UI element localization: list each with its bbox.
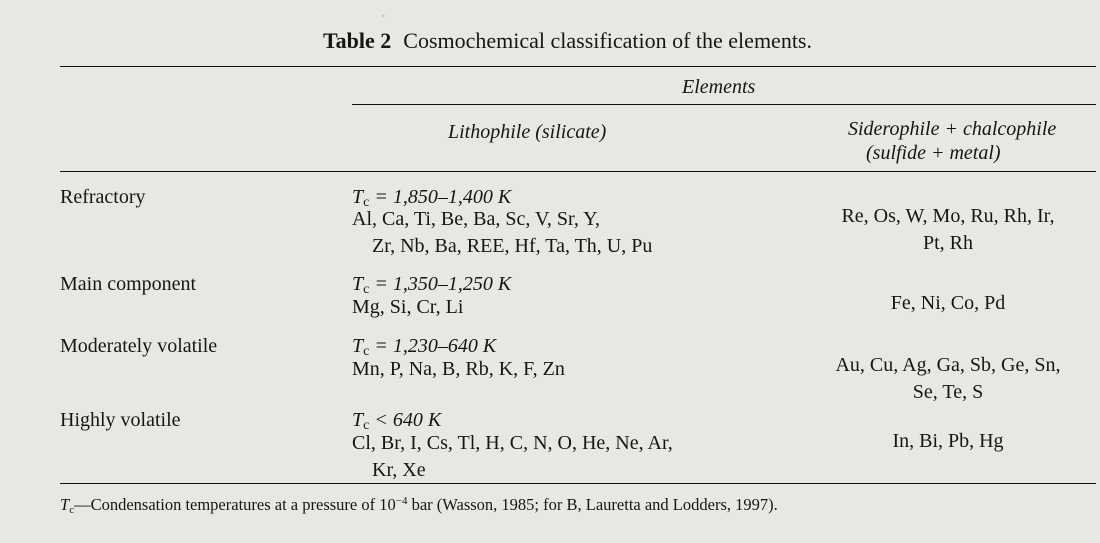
siderophile-line: Re, Os, W, Mo, Ru, Rh, Ir, xyxy=(841,205,1055,227)
row-temperature-refractory: $T_c = 1,850-1,400$ K xyxy=(352,186,512,210)
lithophile-line: Cl, Br, I, Cs, Tl, H, C, N, O, He, Ne, Ar, xyxy=(352,432,673,454)
siderophile-line: Au, Cu, Ag, Ga, Sb, Ge, Sn, xyxy=(835,354,1061,376)
column-header-lithophile: Lithophile (silicate) xyxy=(448,121,607,143)
siderophile-line: Fe, Ni, Co, Pd xyxy=(890,292,1006,314)
siderophile-line: In, Bi, Pb, Hg xyxy=(892,430,1004,452)
row-temperature-highly-volatile: $T_c < 640$ K xyxy=(352,409,442,433)
row-siderophile-refractory xyxy=(800,203,1096,257)
lithophile-line: Mg, Si, Cr, Li xyxy=(352,296,464,318)
bottom-rule xyxy=(60,483,1096,484)
table-caption: Cosmochemical classification of the elements. xyxy=(403,28,812,53)
table-footnote: $T_c—Condensation$ temperatures at a pressure of $10^{-4}$ bar (Wasson, 1985; for B, Lauretta and Lodders, 1997). xyxy=(60,495,778,516)
row-category-moderately-volatile: Moderately volatile xyxy=(60,335,218,357)
row-lithophile-highly-volatile xyxy=(352,430,673,484)
siderophile-line: Pt, Rh xyxy=(922,232,974,254)
table-label: Table 2 xyxy=(323,28,392,53)
lithophile-line: Kr, Xe xyxy=(372,459,426,481)
row-lithophile-main-component xyxy=(352,294,463,321)
row-lithophile-moderately-volatile xyxy=(352,356,565,383)
table-title xyxy=(323,28,812,54)
group-header-rule xyxy=(352,104,1096,105)
top-rule xyxy=(60,66,1096,67)
row-category-highly-volatile: Highly volatile xyxy=(60,409,181,431)
row-siderophile-highly-volatile xyxy=(800,428,1096,455)
row-lithophile-refractory xyxy=(352,206,652,260)
lithophile-line: Mn, P, Na, B, Rb, K, F, Zn xyxy=(352,358,565,380)
bleed-through-text: · xyxy=(380,4,387,28)
row-temperature-moderately-volatile: $T_c = 1,230-640$ K xyxy=(352,335,497,359)
lithophile-line: Zr, Nb, Ba, REE, Hf, Ta, Th, U, Pu xyxy=(372,235,653,257)
row-siderophile-main-component xyxy=(800,290,1096,317)
lithophile-line: Al, Ca, Ti, Be, Ba, Sc, V, Sr, Y, xyxy=(352,208,600,230)
header-bottom-rule xyxy=(60,171,1096,172)
row-category-refractory: Refractory xyxy=(60,186,146,208)
row-temperature-main-component: $T_c = 1,350-1,250$ K xyxy=(352,273,512,297)
row-siderophile-moderately-volatile xyxy=(800,352,1096,406)
column-header-siderophile-line1: Siderophile + chalcophile xyxy=(848,118,1057,140)
elements-group-header: Elements xyxy=(682,76,756,98)
siderophile-line: Se, Te, S xyxy=(912,381,984,403)
row-category-main-component: Main component xyxy=(60,273,197,295)
column-header-siderophile-line2: (sulfide + metal) xyxy=(866,142,1001,164)
